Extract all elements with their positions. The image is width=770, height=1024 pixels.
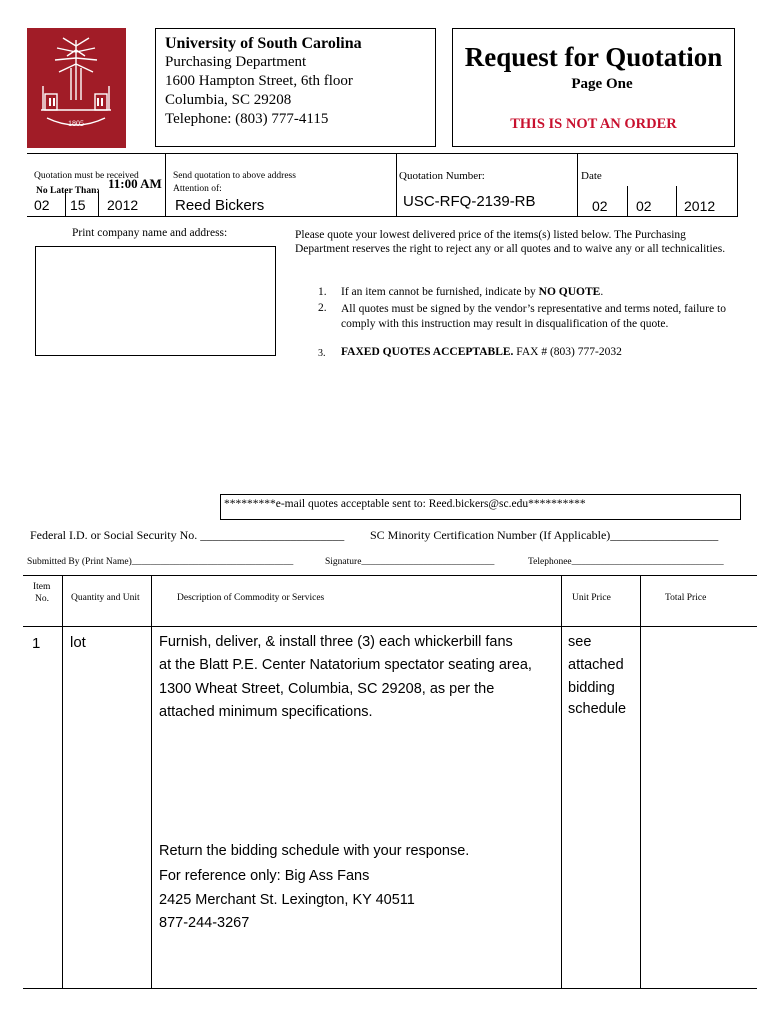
instruction-2: All quotes must be signed by the vendor’s representative and terms noted, failure to comply with this instruction may result in disqualification of the quote. — [341, 303, 726, 330]
row-description-line: attached minimum specifications. — [159, 704, 373, 720]
email-note: *********e-mail quotes acceptable sent to: Reed.bickers@sc.edu********** — [224, 498, 586, 510]
instruction-1 — [341, 286, 603, 298]
not-an-order-notice: THIS IS NOT AN ORDER — [510, 116, 677, 132]
table-bottom-rule — [23, 988, 757, 989]
header-item-no: No. — [35, 594, 49, 604]
no-later-label: No Later Than: — [36, 186, 100, 196]
no-quote-emphasis: NO QUOTE — [538, 286, 601, 298]
address-line-2: Columbia, SC 29208 — [165, 92, 292, 108]
logo-year: 1805 — [68, 119, 84, 128]
palmetto-tree-icon — [27, 28, 126, 148]
department-name: Purchasing Department — [165, 54, 307, 70]
received-label: Quotation must be received — [34, 171, 139, 181]
quote-row-divider — [737, 153, 738, 217]
table-header-rule — [23, 626, 757, 627]
instruction-1-end: . — [600, 286, 604, 298]
quote-row-divider — [577, 153, 578, 217]
header-quantity: Quantity and Unit — [71, 593, 140, 603]
table-top-rule — [23, 575, 757, 576]
signature-field[interactable]: Signature____________________________ — [325, 557, 495, 567]
date-separator — [65, 190, 66, 216]
quote-row-divider — [396, 153, 397, 217]
instruction-1-number: 1. — [318, 286, 327, 298]
header-total-price: Total Price — [665, 593, 707, 603]
send-label: Send quotation to above address — [173, 171, 296, 181]
row-unit-price-line: schedule — [568, 701, 627, 717]
telephone-line: Telephone: (803) 777-4115 — [165, 111, 329, 127]
due-year[interactable]: 2012 — [107, 197, 139, 213]
table-column-divider — [62, 575, 63, 988]
quote-row-bottom-rule — [27, 216, 738, 217]
table-footer-line: 2425 Merchant St. Lexington, KY 40511 — [159, 892, 415, 908]
attention-label: Attention of: — [173, 184, 222, 194]
date-separator — [98, 190, 99, 216]
due-day[interactable]: 15 — [70, 197, 86, 213]
quote-number-label: Quotation Number: — [399, 170, 485, 182]
quote-row-top-rule — [27, 153, 738, 154]
submitted-by-field[interactable]: Submitted By (Print Name)__________________________________ — [27, 557, 294, 567]
company-address-box[interactable] — [35, 246, 276, 356]
table-column-divider — [561, 575, 562, 988]
document-title: Request for Quotation — [464, 42, 723, 72]
page-label: Page One — [571, 76, 633, 92]
instruction-1-text: If an item cannot be furnished, indicate by — [341, 286, 539, 298]
minority-cert-field[interactable]: SC Minority Certification Number (If Applicable)__________________ — [370, 528, 719, 542]
row-unit-price-line: see — [568, 634, 592, 650]
row-quantity: lot — [70, 634, 86, 651]
faxed-quotes-emphasis: FAXED QUOTES ACCEPTABLE. — [341, 346, 514, 358]
date-day[interactable]: 02 — [636, 198, 652, 214]
table-column-divider — [640, 575, 641, 988]
row-description-line: at the Blatt P.E. Center Natatorium spectator seating area, — [159, 657, 532, 673]
instruction-3-number: 3. — [318, 348, 326, 359]
telephone-field[interactable]: Telephonee________________________________ — [528, 557, 724, 567]
table-footer-line: Return the bidding schedule with your response. — [159, 843, 470, 859]
row-description-line: 1300 Wheat Street, Columbia, SC 29208, as per the — [159, 681, 495, 697]
company-label: Print company name and address: — [72, 227, 228, 239]
header-description: Description of Commodity or Services — [177, 593, 325, 603]
table-footer-line: 877-244-3267 — [159, 915, 250, 931]
table-footer-line: For reference only: Big Ass Fans — [159, 868, 370, 884]
attention-name[interactable]: Reed Bickers — [175, 197, 265, 214]
address-line-1: 1600 Hampton Street, 6th floor — [165, 73, 353, 89]
date-separator — [627, 186, 628, 216]
instruction-2-number: 2. — [318, 302, 327, 314]
date-label: Date — [581, 170, 602, 182]
due-month[interactable]: 02 — [34, 197, 50, 213]
header-unit-price: Unit Price — [572, 593, 611, 603]
row-unit-price-line: bidding — [568, 680, 615, 696]
date-year[interactable]: 2012 — [684, 198, 716, 214]
table-column-divider — [151, 575, 152, 988]
university-name: University of South Carolina — [165, 35, 362, 52]
university-seal-logo — [27, 28, 126, 148]
federal-id-field[interactable]: Federal I.D. or Social Security No. ________________________ — [30, 528, 345, 542]
quote-row-divider — [165, 153, 166, 217]
header-item: Item — [33, 582, 51, 592]
instructions-intro: Please quote your lowest delivered price of the items(s) listed below. The Purchasing Department reserves the right to reject any or all quotes and to waive any or all technicalities. — [295, 229, 726, 255]
received-time: 11:00 AM — [108, 176, 162, 191]
quote-number[interactable]: USC-RFQ-2139-RB — [403, 193, 536, 210]
fax-number: FAX # (803) 777-2032 — [513, 346, 622, 358]
date-month[interactable]: 02 — [592, 198, 608, 214]
instruction-3 — [341, 346, 622, 358]
row-item-number: 1 — [32, 635, 41, 652]
row-unit-price-line: attached — [568, 657, 624, 673]
date-separator — [676, 186, 677, 216]
row-description-line: Furnish, deliver, & install three (3) each whickerbill fans — [159, 634, 513, 650]
